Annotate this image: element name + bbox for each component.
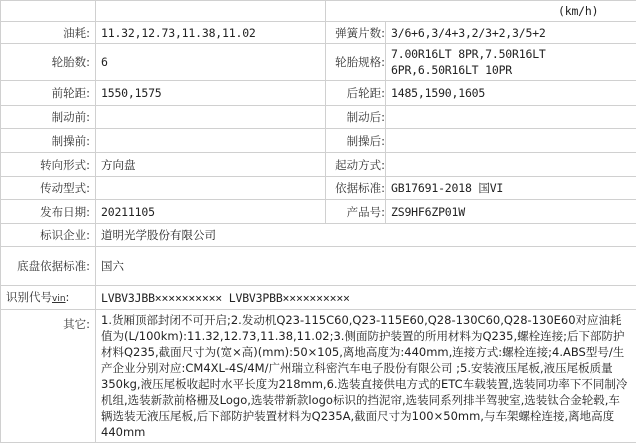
brake-rear-value [386, 106, 636, 129]
table-row [1, 200, 636, 224]
table-row [1, 106, 636, 129]
brake-control-rear-label: 制操后: [326, 129, 386, 153]
table-row [1, 247, 636, 286]
release-date-value: 20211105 [96, 200, 326, 224]
table-row [1, 44, 636, 81]
start-method-value [386, 153, 636, 177]
table-row [1, 129, 636, 153]
marking-company-value: 道明光学股份有限公司 [96, 224, 636, 247]
tire-count-label: 轮胎数: [1, 44, 96, 81]
product-number-value: ZS9HF6ZP01W [386, 200, 636, 224]
vin-label [1, 286, 96, 310]
product-number-label: 产品号: [326, 200, 386, 224]
vin-value: LVBV3JBB×××××××××× LVBV3PBB×××××××××× [96, 286, 636, 310]
table-row [1, 22, 636, 44]
vin-label-main: 识别代号 [6, 289, 52, 304]
rear-track-label: 后轮距: [326, 81, 386, 106]
standard-label: 依据标准: [326, 177, 386, 200]
empty-cell [1, 1, 96, 22]
table-row [1, 224, 636, 247]
speed-unit-label: (km/h) [326, 1, 636, 22]
table-row [1, 81, 636, 106]
chassis-standard-label: 底盘依据标准: [1, 247, 96, 286]
brake-control-front-value [96, 129, 326, 153]
spring-leaves-value: 3/6+6,3/4+3,2/3+2,3/5+2 [386, 22, 636, 44]
start-method-label: 起动方式: [326, 153, 386, 177]
brake-front-label: 制动前: [1, 106, 96, 129]
table-row [1, 286, 636, 310]
front-track-value: 1550,1575 [96, 81, 326, 106]
standard-value: GB17691-2018 国VI [386, 177, 636, 200]
fuel-consumption-value: 11.32,12.73,11.38,11.02 [96, 22, 326, 44]
brake-control-front-label: 制操前: [1, 129, 96, 153]
vin-label-colon: : [65, 289, 70, 304]
spring-leaves-label: 弹簧片数: [326, 22, 386, 44]
tire-spec-label: 轮胎规格: [326, 44, 386, 81]
tire-count-value: 6 [96, 44, 326, 81]
table-row [1, 177, 636, 200]
tire-spec-value: 7.00R16LT 8PR,7.50R16LT 6PR,6.50R16LT 10PR [386, 44, 636, 81]
transmission-type-label: 传动型式: [1, 177, 96, 200]
marking-company-label: 标识企业: [1, 224, 96, 247]
table-row [1, 1, 636, 22]
transmission-type-value [96, 177, 326, 200]
brake-control-rear-value [386, 129, 636, 153]
other-notes-value: 1.货厢顶部封闭不可开启;2.发动机Q23-115C60,Q23-115E60,Q28-130C60,Q28-130E60对应油耗值为(L/100km):11.32,12.73,11.38,11.02;3.侧面防护装置的所用材料为Q235,螺栓连接;后下部防护材料Q235,截面尺寸为(宽×高)(mm):50×105,离地高度为:440mm,连接方式:螺栓连接;4.ABS型号/生产企业分别对应:CM4XL-4S/4M/广州瑞立科密汽车电子股份有限公司 ;5.安装液压尾板,液压尾板质量350kg,液压尾板收起时水平长度为218mm,6.选装直接供电方式的ETC车载装置,选装同功率下不同制冷机组,选装新款前格栅及Logo,选装带新款logo标识的挡泥帘,选装同系列排半驾驶室,选装钛合金轮毂,车辆选装无液压尾板,后下部防护装置材料为Q235A,截面尺寸为100×50mm,与车架螺栓连接,离地高度440mm [96, 310, 636, 443]
other-label: 其它: [1, 310, 96, 443]
fuel-consumption-label: 油耗: [1, 22, 96, 44]
vin-label-sub: vin [52, 293, 66, 304]
release-date-label: 发布日期: [1, 200, 96, 224]
steering-type-value: 方向盘 [96, 153, 326, 177]
front-track-label: 前轮距: [1, 81, 96, 106]
empty-cell [96, 1, 326, 22]
brake-front-value [96, 106, 326, 129]
table-row [1, 310, 636, 443]
table-row [1, 153, 636, 177]
brake-rear-label: 制动后: [326, 106, 386, 129]
rear-track-value: 1485,1590,1605 [386, 81, 636, 106]
chassis-standard-value: 国六 [96, 247, 636, 286]
steering-type-label: 转向形式: [1, 153, 96, 177]
